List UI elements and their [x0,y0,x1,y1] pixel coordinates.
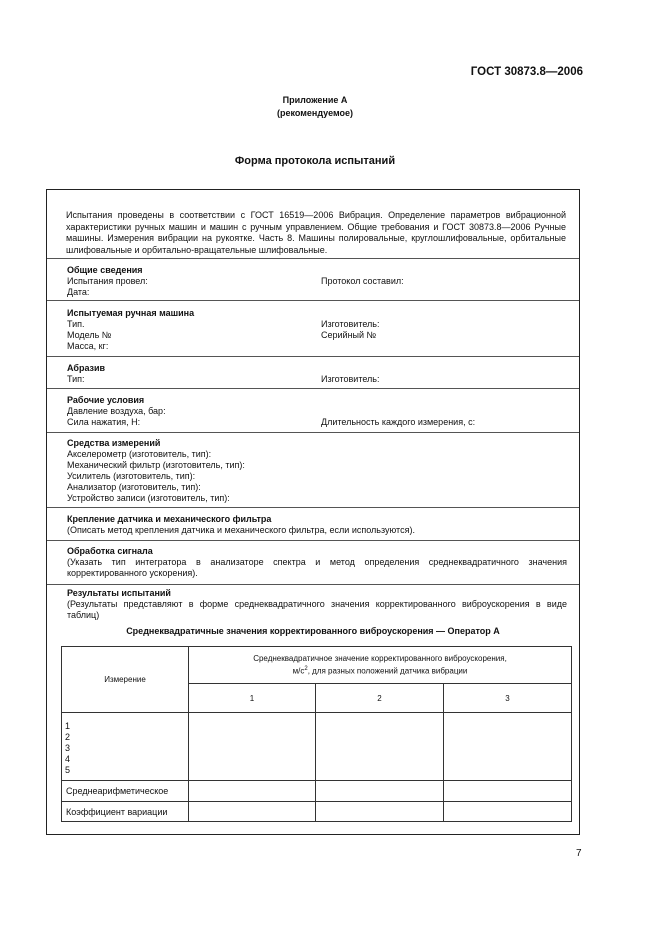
feed-force-field: Сила нажатия, Н: [67,417,141,427]
abrasive-heading: Абразив [67,363,106,373]
measurement-numbers [62,713,189,781]
machine-model-field: Модель № [67,330,112,340]
rms-unit: м/с [292,666,305,676]
mounting-section [47,507,579,541]
form-title: Форма протокола испытаний [234,155,396,167]
value-cell [189,802,316,822]
value-cell [444,802,572,822]
instrument-item: Анализатор (изготовитель, тип): [67,482,201,492]
measurement-header: Измерение [62,647,189,713]
results-table-title: Среднеквадратичные значения корректированного виброускорения — Оператор А [126,626,500,636]
position-header-1: 1 [189,684,316,713]
instrument-item: Механический фильтр (изготовитель, тип): [67,460,245,470]
measurement-number: 5 [65,765,71,775]
duration-field: Длительность каждого измерения, с: [321,417,476,427]
results-table [61,646,572,822]
results-heading: Результаты испытаний [67,588,171,598]
abrasive-manufacturer-field: Изготовитель: [321,374,380,384]
measurement-number: 3 [65,743,71,753]
rms-header-suffix: , для разных положений датчика вибрации [307,666,468,676]
value-cell [316,781,444,802]
processing-text: (Указать тип интегратора в анализаторе спектра и метод определения среднеквадратичного значения корректированного ускорения). [67,557,567,578]
position-header-3: 3 [444,684,572,713]
machine-serial-field: Серийный № [321,330,377,340]
general-section [47,258,579,301]
instrument-item: Устройство записи (изготовитель, тип): [67,493,230,503]
processing-section [47,540,579,585]
instrument-item: Акселерометр (изготовитель, тип): [67,449,212,459]
measurement-number: 2 [65,732,71,742]
tested-by-field: Испытания провел: [67,276,148,286]
value-cell [189,781,316,802]
abrasive-section [47,356,579,389]
machine-type-field: Тип. [67,319,85,329]
rms-header-line1: Среднеквадратичное значение корректированного виброускорения, [253,654,507,664]
value-cell [189,713,316,781]
value-cell [444,713,572,781]
page-number: 7 [576,848,582,859]
air-pressure-field: Давление воздуха, бар: [67,406,166,416]
conditions-section [47,388,579,433]
rms-header [189,647,572,684]
machine-section [47,300,579,357]
intro-section [47,190,579,259]
protocol-form [46,189,580,835]
value-cell [444,781,572,802]
rms-header-line2 [189,664,571,677]
results-text: (Результаты представляют в форме среднеквадратичного значения корректированного виброускорения в виде таблиц) [67,599,567,620]
date-field: Дата: [67,287,90,297]
measurement-number: 1 [65,721,71,731]
mounting-heading: Крепление датчика и механического фильтра [67,514,272,524]
report-by-field: Протокол составил: [321,276,404,286]
machine-mass-field: Масса, кг: [67,341,109,351]
processing-heading: Обработка сигнала [67,546,153,556]
machine-manufacturer-field: Изготовитель: [321,319,380,329]
abrasive-type-field: Тип: [67,374,85,384]
conditions-heading: Рабочие условия [67,395,145,405]
cv-label: Коэффициент вариации [62,802,189,822]
standard-number: ГОСТ 30873.8—2006 [470,66,583,78]
value-cell [316,713,444,781]
instruments-section [47,432,579,508]
mounting-text: (Описать метод крепления датчика и механического фильтра, если используются). [67,525,415,535]
position-header-2: 2 [316,684,444,713]
instrument-item: Усилитель (изготовитель, тип): [67,471,196,481]
instruments-heading: Средства измерений [67,438,161,448]
intro-text: Испытания проведены в соответствии с ГОСТ 16519—2006 Вибрация. Определение параметров вибрационной характеристики ручных машин и машин с ручным управлением. Общие требования и ГОСТ 30873.8—2006 Ручные машины. Измерения вибрации на рукоятке. Часть 8. Машины полировальные, круглошлифовальные, орбитальные шлифовальные и орбитально-вращательные шлифовальные. [66,210,566,255]
rms-unit-exponent: 2 [304,666,308,673]
general-heading: Общие сведения [67,265,143,275]
machine-heading: Испытуемая ручная машина [67,308,195,318]
mean-label: Среднеарифметическое [62,781,189,802]
value-cell [316,802,444,822]
annex-subtitle: (рекомендуемое) [277,108,353,118]
annex-title: Приложение А [282,95,348,105]
measurement-number: 4 [65,754,71,764]
